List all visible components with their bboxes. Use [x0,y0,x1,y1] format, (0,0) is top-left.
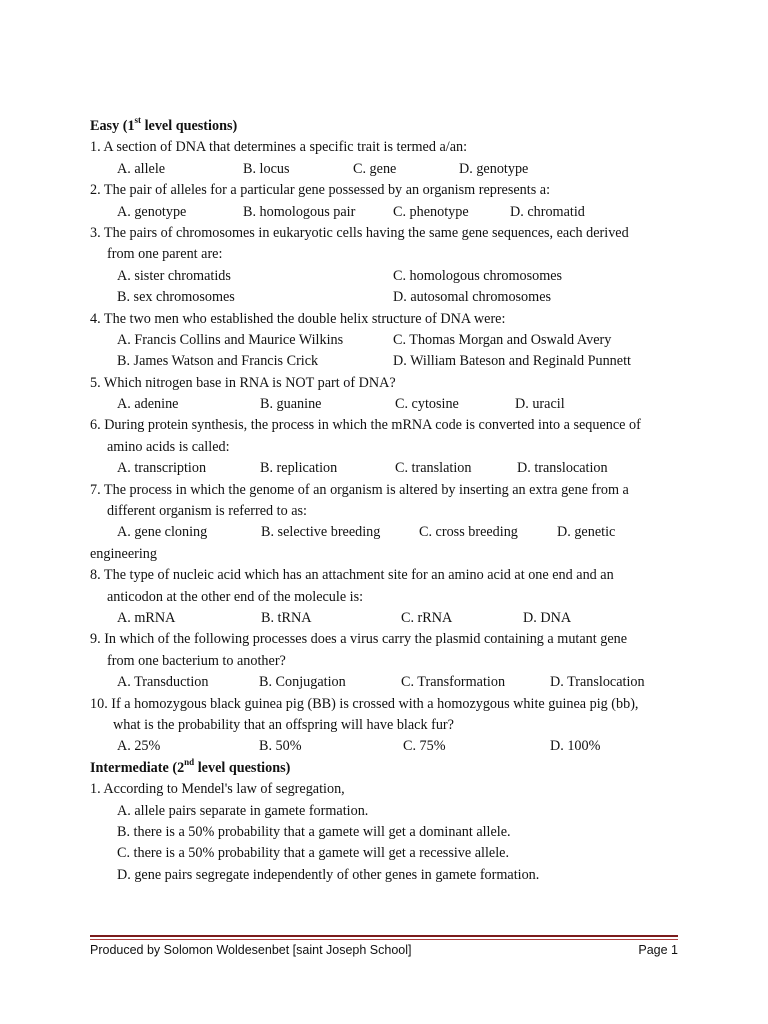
question-7-continued: different organism is referred to as: [107,503,308,520]
options-q9 [90,672,690,693]
page-footer [90,943,678,957]
option-b: B. tRNA [261,609,312,626]
option-b: B. selective breeding [261,524,381,541]
option-d: D. chromatid [510,203,585,220]
option-b: B. Conjugation [259,674,346,691]
question-2: 2. The pair of alleles for a particular gene possessed by an organism represents a: [90,182,551,199]
question-5: 5. Which nitrogen base in RNA is NOT part of DNA? [90,374,396,391]
option-d: D. translocation [517,460,608,477]
footer-rule-bottom [90,939,678,940]
option-d: D. William Bateson and Reginald Punnett [393,353,631,370]
heading-text: Intermediate (2 [90,759,185,776]
option-d: D. genetic [557,524,616,541]
option-a: A. allele pairs separate in gamete formation. [117,802,369,819]
option-d: D. genotype [459,160,529,177]
heading-superscript: st [134,115,142,126]
option-a: A. gene cloning [117,524,208,541]
section-heading-intermediate [90,758,690,779]
question-10-continued: what is the probability that an offspring will have black fur? [113,716,454,733]
options-q1 [90,159,690,180]
option-c: C. cytosine [395,396,459,413]
option-c: C. Transformation [401,674,506,691]
option-d: D. 100% [550,738,601,755]
option-a: A. Francis Collins and Maurice Wilkins [117,331,344,348]
option-c: C. homologous chromosomes [393,267,563,284]
option-b: B. replication [260,460,338,477]
option-a: A. allele [117,160,166,177]
question-4: 4. The two men who established the double helix structure of DNA were: [90,310,506,327]
option-b: B. guanine [260,396,322,413]
options-q4-row1 [90,330,690,351]
section-heading-easy [90,116,690,137]
option-b: B. sex chromosomes [117,289,235,306]
heading-superscript: nd [184,756,195,767]
question-10: 10. If a homozygous black guinea pig (BB) is crossed with a homozygous white guinea pig (bb), [90,695,639,712]
heading-text-tail: level questions) [194,759,291,776]
options-q4-row2 [90,351,690,372]
option-a: A. 25% [117,738,161,755]
option-c: C. Thomas Morgan and Oswald Avery [393,331,612,348]
question-7: 7. The process in which the genome of an organism is altered by inserting an extra gene from a [90,481,629,498]
option-a: A. sister chromatids [117,267,231,284]
option-b: B. James Watson and Francis Crick [117,353,319,370]
option-d: D. DNA [523,609,572,626]
intermediate-question-1: 1. According to Mendel's law of segregation, [90,781,345,798]
option-a: A. mRNA [117,609,176,626]
page-number: Page 1 [638,943,678,957]
option-d: D. Translocation [550,674,645,691]
options-q2 [90,202,690,223]
heading-text: Easy (1 [90,118,135,134]
options-q6 [90,458,690,479]
option-d: D. autosomal chromosomes [393,289,552,306]
option-a: A. genotype [117,203,187,220]
question-3-continued: from one parent are: [107,246,223,263]
options-q3-row1 [90,266,690,287]
option-a: A. transcription [117,460,207,477]
question-9-continued: from one bacterium to another? [107,652,286,669]
question-8-continued: anticodon at the other end of the molecule is: [107,588,364,605]
footer-credit: Produced by Solomon Woldesenbet [saint Joseph School] [90,943,412,957]
footer-rule-top [90,935,678,937]
option-d: D. gene pairs segregate independently of other genes in gamete formation. [117,866,540,883]
option-b: B. 50% [259,738,302,755]
question-3: 3. The pairs of chromosomes in eukaryotic cells having the same gene sequences, each derived [90,224,629,241]
option-a: A. Transduction [117,674,209,691]
options-q8 [90,608,690,629]
question-6: 6. During protein synthesis, the process in which the mRNA code is converted into a sequence of [90,417,641,434]
option-c: C. gene [353,160,397,177]
option-c: C. rRNA [401,609,453,626]
options-q5 [90,394,690,415]
option-b: B. locus [243,160,290,177]
options-q10 [90,736,690,757]
option-a: A. adenine [117,396,179,413]
option-d: D. uracil [515,396,565,413]
option-c: C. there is a 50% probability that a gamete will get a recessive allele. [117,845,509,862]
question-6-continued: amino acids is called: [107,438,230,455]
question-9: 9. In which of the following processes does a virus carry the plasmid containing a mutant gene [90,631,628,648]
heading-text-tail: level questions) [141,118,238,134]
option-c: C. 75% [403,738,446,755]
option-c: C. phenotype [393,203,469,220]
options-q7 [90,522,690,543]
option-c: C. translation [395,460,472,477]
options-q3-row2 [90,287,690,308]
option-d-wrapped: engineering [90,545,157,562]
option-b: B. homologous pair [243,203,356,220]
question-8: 8. The type of nucleic acid which has an attachment site for an amino acid at one end and an [90,567,614,584]
option-c: C. cross breeding [419,524,518,541]
document-body [90,116,690,886]
option-b: B. there is a 50% probability that a gamete will get a dominant allele. [117,823,511,840]
question-1: 1. A section of DNA that determines a specific trait is termed a/an: [90,139,468,156]
